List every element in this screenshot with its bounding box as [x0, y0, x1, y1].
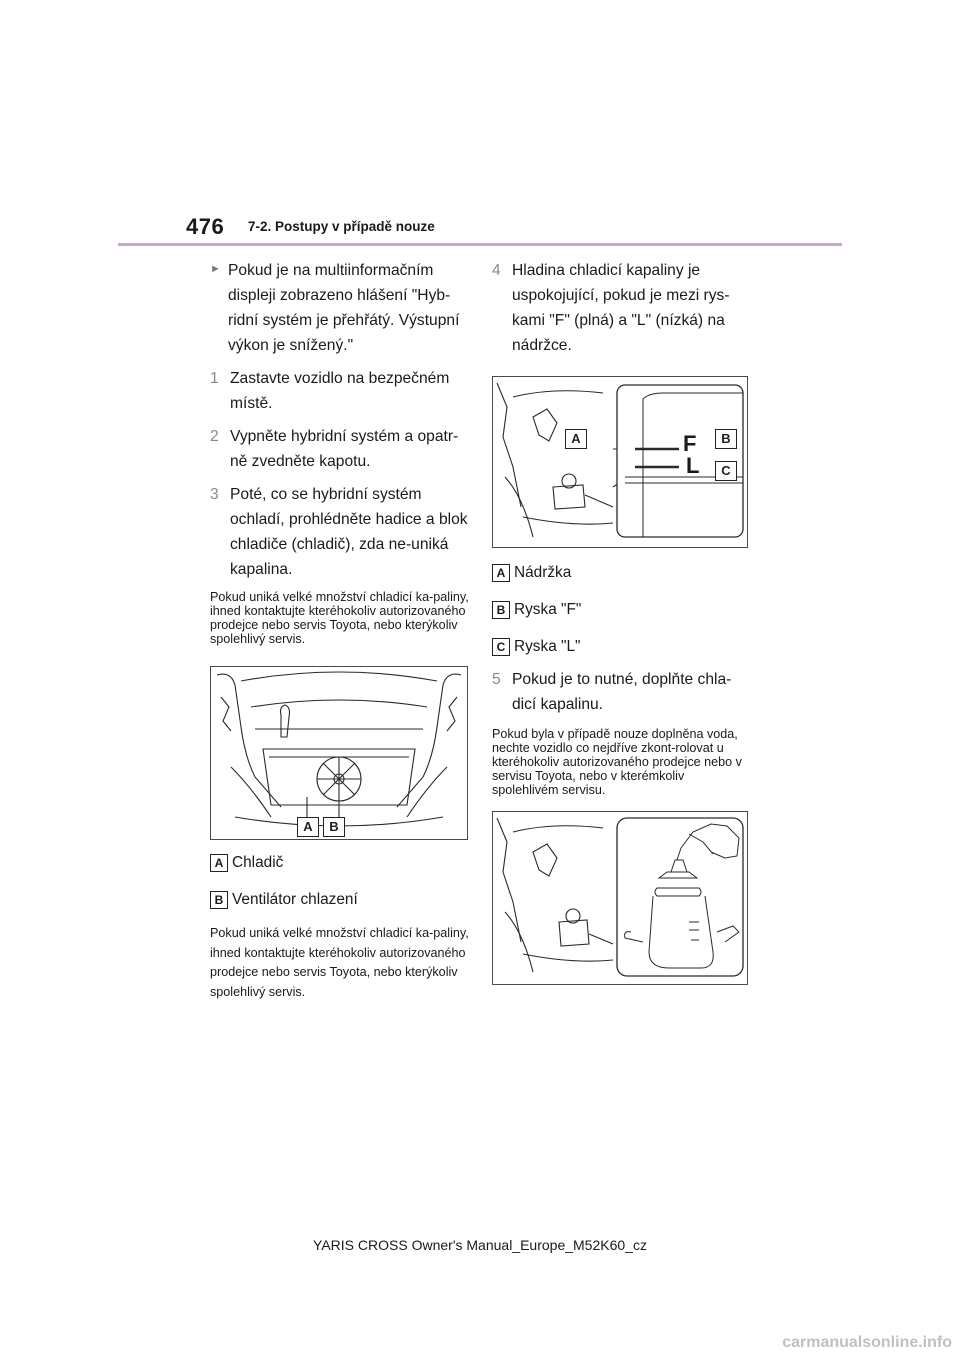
section-title: 7-2. Postupy v případě nouze	[248, 219, 435, 234]
reservoir-figure	[492, 376, 748, 548]
legend-item-a	[210, 850, 472, 875]
warning-title: Pokud je na multiinformačním displeji zobrazeno hlášení "Hyb-ridní systém je přehřátý. Výstupní výkon je snížený."	[228, 262, 460, 354]
leak-note-repeat: Pokud uniká velké množství chladicí ka-paliny, ihned kontaktujte kteréhokoliv autorizovaného prodejce nebo servis Toyota, nebo kterýkoliv spolehlivý servis.	[210, 926, 469, 999]
refill-figure	[492, 811, 748, 985]
legend-text: Nádržka	[514, 564, 572, 581]
step-number: 4	[492, 262, 501, 279]
step-1	[210, 366, 472, 416]
figure-label-b: B	[323, 817, 345, 837]
watermark: carmanualsonline.info	[782, 1334, 952, 1351]
legend-item-b	[492, 597, 754, 622]
step-5	[492, 667, 754, 717]
right-column	[492, 258, 754, 985]
figure-label-b: B	[715, 429, 737, 449]
legend-item-b	[210, 887, 472, 912]
footer-text: YARIS CROSS Owner's Manual_Europe_M52K60_cz	[313, 1237, 647, 1253]
engine-bay-figure	[210, 666, 468, 840]
step-text: Poté, co se hybridní systém ochladí, prohlédněte hadice a blok chladiče (chladič), zda ne-uniká kapalina.	[230, 486, 468, 578]
legend-text: Chladič	[232, 854, 284, 871]
step-number: 5	[492, 671, 501, 688]
leak-note: Pokud uniká velké množství chladicí ka-paliny, ihned kontaktujte kteréhokoliv autorizovaného prodejce nebo servis Toyota, nebo kterýkoliv spolehlivý servis.	[210, 590, 469, 646]
left-column	[210, 258, 472, 1002]
step-2	[210, 424, 472, 474]
legend-key: B	[492, 601, 510, 619]
triangle-bullet-icon: ►	[210, 263, 221, 275]
warning-heading	[210, 258, 472, 358]
step-text: Hladina chladicí kapaliny je uspokojující, pokud je mezi rys-kami "F" (plná) a "L" (nízká) na nádržce.	[512, 262, 730, 354]
legend-key: C	[492, 638, 510, 656]
step-3	[210, 482, 472, 582]
legend-text: Ryska "F"	[514, 601, 582, 618]
step-number: 2	[210, 428, 219, 445]
step-text: Pokud je to nutné, doplňte chla-dicí kapalinu.	[512, 671, 732, 713]
legend-key: A	[210, 854, 228, 872]
legend-item-c	[492, 634, 754, 659]
step-4	[492, 258, 754, 358]
engine-bay-illustration	[211, 667, 467, 839]
legend-key: B	[210, 891, 228, 909]
legend-item-a	[492, 560, 754, 585]
legend-key: A	[492, 564, 510, 582]
step-text: Vypněte hybridní systém a opatr-ně zvedněte kapotu.	[230, 428, 459, 470]
figure-label-a: A	[565, 429, 587, 449]
step-number: 3	[210, 486, 219, 503]
level-mark-l: L	[686, 453, 700, 478]
refill-illustration	[493, 812, 747, 984]
legend-text: Ventilátor chlazení	[232, 891, 358, 908]
step-number: 1	[210, 370, 219, 387]
step-text: Zastavte vozidlo na bezpečném místě.	[230, 370, 450, 412]
legend-text: Ryska "L"	[514, 638, 581, 655]
page-number: 476	[186, 214, 225, 239]
figure-label-c: C	[715, 461, 737, 481]
water-note: Pokud byla v případě nouze doplněna voda, nechte vozidlo co nejdříve zkont-rolovat u kteréhokoliv autorizovaného prodejce nebo v servisu Toyota, nebo v kterémkoliv spolehlivém servisu.	[492, 727, 742, 797]
header-rule	[118, 243, 842, 246]
level-mark-f: F	[683, 431, 697, 456]
figure-label-a: A	[297, 817, 319, 837]
reservoir-illustration	[493, 377, 747, 547]
